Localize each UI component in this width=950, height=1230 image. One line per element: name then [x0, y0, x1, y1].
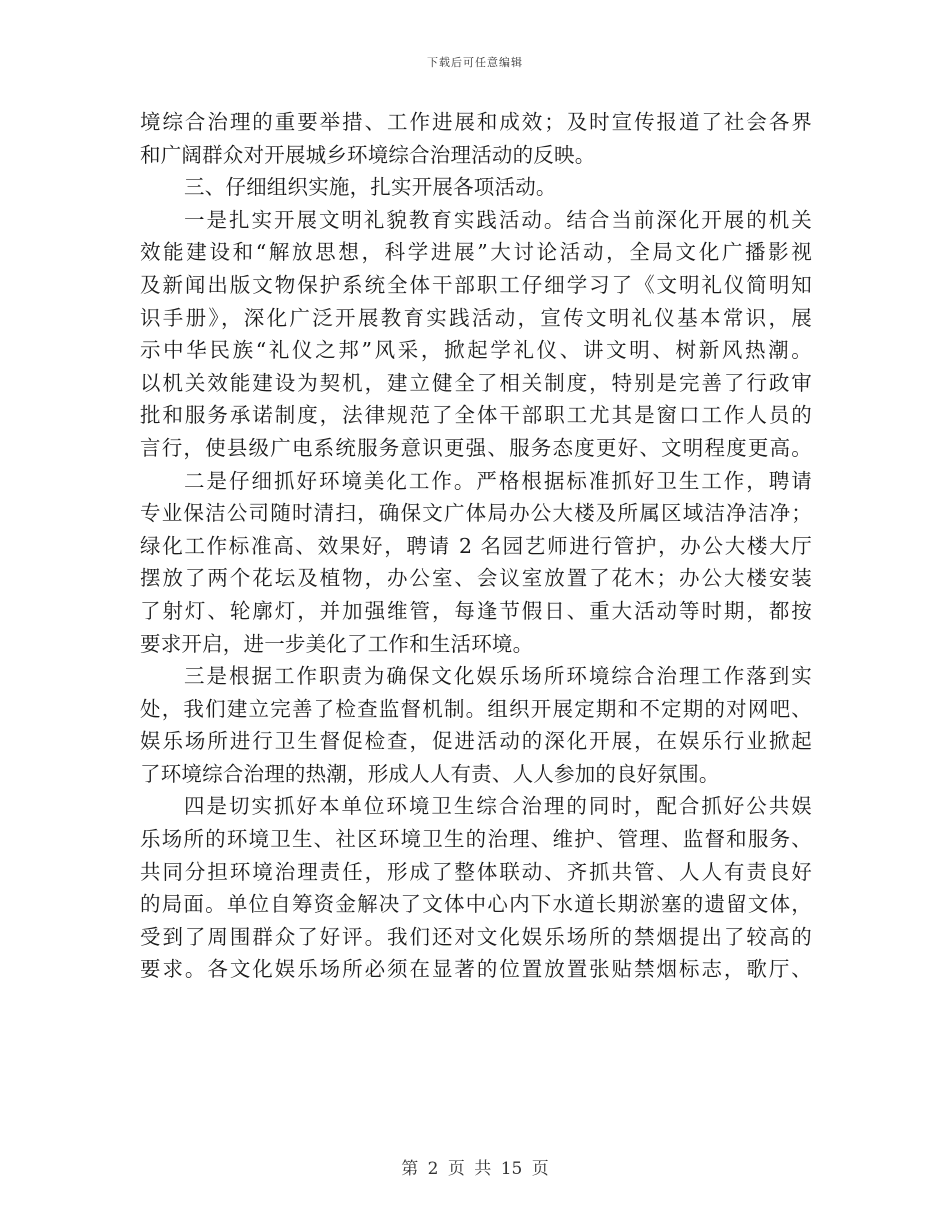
text-line: 效能建设和“解放思想，科学进展”大讨论活动，全局文化广播影视 — [140, 240, 812, 265]
text-line: 识手册》，深化广泛开展教育实践活动，宣传文明礼仪基本常识，展 — [140, 305, 812, 330]
text-line: 专业保洁公司随时清扫，确保文广体局办公大楼及所属区域洁净洁净； — [140, 501, 812, 526]
page-header: 下载后可任意编辑 — [427, 56, 523, 69]
text-line: 受到了周围群众了好评。我们还对文化娱乐场所的禁烟提出了较高的 — [140, 924, 812, 949]
text-line: 一是扎实开展文明礼貌教育实践活动。结合当前深化开展的机关 — [184, 207, 812, 232]
text-line: 绿化工作标准高、效果好，聘请 2 名园艺师进行管护，办公大楼大厅 — [140, 533, 812, 558]
text-line: 了环境综合治理的热潮，形成人人有责、人人参加的良好氛围。 — [140, 761, 720, 786]
text-line: 的局面。单位自筹资金解决了文体中心内下水道长期淤塞的遗留文体， — [140, 892, 812, 917]
text-line: 和广阔群众对开展城乡环境综合治理活动的反映。 — [140, 142, 596, 167]
text-line: 四是切实抓好本单位环境卫生综合治理的同时，配合抓好公共娱 — [184, 794, 812, 819]
text-line: 言行，使县级广电系统服务意识更强、服务态度更好、文明程度更高。 — [140, 435, 812, 460]
text-line: 摆放了两个花坛及植物，办公室、会议室放置了花木；办公大楼安装 — [140, 566, 812, 591]
text-line: 乐场所的环境卫生、社区环境卫生的治理、维护、管理、监督和服务、 — [140, 827, 812, 852]
text-line: 共同分担环境治理责任，形成了整体联动、齐抓共管、人人有责良好 — [140, 859, 812, 884]
document-body — [140, 106, 812, 986]
text-line: 处，我们建立完善了检查监督机制。组织开展定期和不定期的对网吧、 — [140, 696, 812, 721]
text-line: 要求开启，进一步美化了工作和生活环境。 — [140, 631, 534, 656]
section-heading: 三、仔细组织实施，扎实开展各项活动。 — [184, 175, 557, 200]
text-line: 批和服务承诺制度，法律规范了全体干部职工尤其是窗口工作人员的 — [140, 403, 812, 428]
text-line: 境综合治理的重要举措、工作进展和成效；及时宣传报道了社会各界 — [140, 110, 812, 134]
page-number: 第 2 页 共 15 页 — [401, 1159, 549, 1179]
text-line: 以机关效能建设为契机，建立健全了相关制度，特别是完善了行政审 — [140, 370, 812, 395]
text-line: 娱乐场所进行卫生督促检查，促进活动的深化开展，在娱乐行业掀起 — [140, 729, 812, 754]
text-line: 要求。各文化娱乐场所必须在显著的位置放置张贴禁烟标志，歌厅、 — [140, 957, 812, 982]
text-line: 及新闻出版文物保护系统全体干部职工仔细学习了《文明礼仪简明知 — [140, 272, 812, 297]
text-line: 了射灯、轮廓灯，并加强维管，每逢节假日、重大活动等时期，都按 — [140, 598, 812, 623]
text-line: 三是根据工作职责为确保文化娱乐场所环境综合治理工作落到实 — [184, 664, 812, 689]
text-line: 二是仔细抓好环境美化工作。严格根据标准抓好卫生工作，聘请 — [184, 468, 812, 493]
text-line: 示中华民族“礼仪之邦”风采，掀起学礼仪、讲文明、树新风热潮。 — [140, 338, 812, 363]
